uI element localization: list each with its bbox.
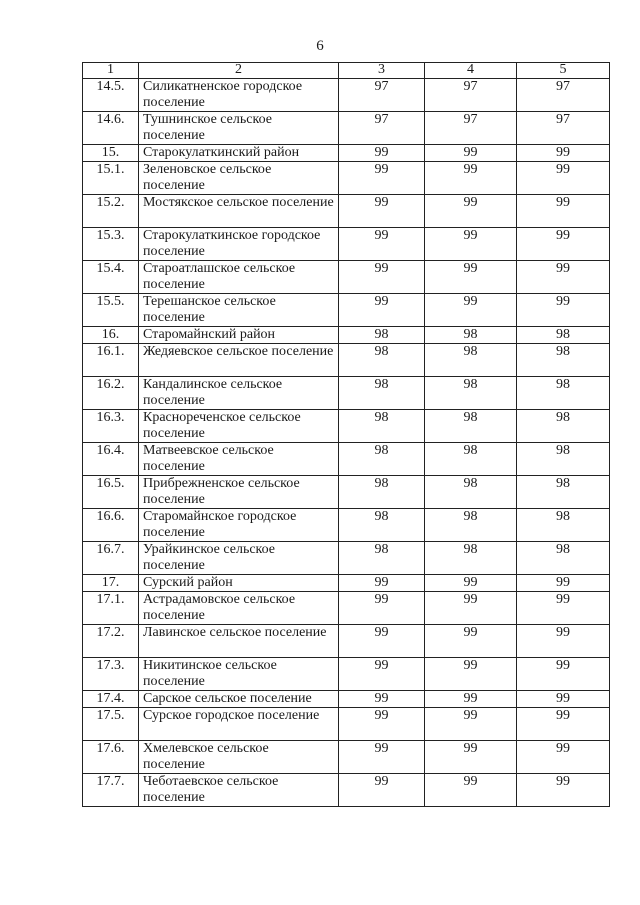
value-col4-cell: 99: [425, 162, 517, 195]
table-row: [83, 228, 610, 261]
value-col3-cell: 98: [339, 443, 425, 476]
value-col5-cell: 99: [517, 145, 610, 162]
row-number-cell: 17.6.: [83, 741, 139, 774]
settlement-name-cell: Терешанское сельское поселение: [139, 294, 339, 327]
data-table: [82, 62, 610, 807]
value-col4-cell: 99: [425, 691, 517, 708]
value-col3-cell: 98: [339, 327, 425, 344]
column-header-4: 4: [425, 63, 517, 79]
table-row: [83, 476, 610, 509]
value-col5-cell: 99: [517, 741, 610, 774]
settlement-name-cell: Хмелевское сельское поселение: [139, 741, 339, 774]
row-number-cell: 17.5.: [83, 708, 139, 741]
table-row: [83, 592, 610, 625]
table-row: [83, 377, 610, 410]
settlement-name-cell: Сурский район: [139, 575, 339, 592]
value-col3-cell: 99: [339, 575, 425, 592]
value-col5-cell: 99: [517, 261, 610, 294]
settlement-name-cell: Прибрежненское сельское поселение: [139, 476, 339, 509]
value-col3-cell: 98: [339, 410, 425, 443]
value-col3-cell: 98: [339, 509, 425, 542]
row-number-cell: 15.3.: [83, 228, 139, 261]
value-col4-cell: 97: [425, 79, 517, 112]
settlement-name-cell: Астрадамовское сельское поселение: [139, 592, 339, 625]
table-row: [83, 443, 610, 476]
row-number-cell: 15.4.: [83, 261, 139, 294]
row-number-cell: 17.1.: [83, 592, 139, 625]
table-row: [83, 195, 610, 228]
row-number-cell: 16.3.: [83, 410, 139, 443]
value-col5-cell: 99: [517, 294, 610, 327]
value-col5-cell: 99: [517, 228, 610, 261]
value-col5-cell: 99: [517, 658, 610, 691]
row-number-cell: 15.2.: [83, 195, 139, 228]
row-number-cell: 17.7.: [83, 774, 139, 807]
value-col5-cell: 99: [517, 625, 610, 658]
settlement-name-cell: Сурское городское поселение: [139, 708, 339, 741]
value-col5-cell: 99: [517, 575, 610, 592]
value-col4-cell: 99: [425, 195, 517, 228]
settlement-name-cell: Староатлашское сельское поселение: [139, 261, 339, 294]
settlement-name-cell: Тушнинское сельское поселение: [139, 112, 339, 145]
table-row: [83, 162, 610, 195]
settlement-name-cell: Кандалинское сельское поселение: [139, 377, 339, 410]
value-col4-cell: 97: [425, 112, 517, 145]
value-col3-cell: 97: [339, 79, 425, 112]
value-col5-cell: 99: [517, 195, 610, 228]
settlement-name-cell: Краснореченское сельское поселение: [139, 410, 339, 443]
table-row: [83, 575, 610, 592]
table-row: [83, 509, 610, 542]
row-number-cell: 15.1.: [83, 162, 139, 195]
value-col4-cell: 98: [425, 476, 517, 509]
value-col5-cell: 98: [517, 410, 610, 443]
row-number-cell: 16.5.: [83, 476, 139, 509]
value-col4-cell: 99: [425, 261, 517, 294]
value-col4-cell: 98: [425, 344, 517, 377]
value-col3-cell: 99: [339, 691, 425, 708]
value-col4-cell: 99: [425, 575, 517, 592]
value-col4-cell: 98: [425, 542, 517, 575]
settlement-name-cell: Силикатненское городское поселение: [139, 79, 339, 112]
value-col4-cell: 99: [425, 708, 517, 741]
value-col5-cell: 98: [517, 476, 610, 509]
value-col5-cell: 98: [517, 542, 610, 575]
value-col3-cell: 98: [339, 542, 425, 575]
table-row: [83, 708, 610, 741]
value-col4-cell: 99: [425, 592, 517, 625]
table-body: [83, 79, 610, 807]
row-number-cell: 14.6.: [83, 112, 139, 145]
value-col3-cell: 99: [339, 625, 425, 658]
table-row: [83, 741, 610, 774]
settlement-name-cell: Чеботаевское сельское поселение: [139, 774, 339, 807]
value-col3-cell: 98: [339, 377, 425, 410]
row-number-cell: 16.2.: [83, 377, 139, 410]
settlement-name-cell: Старокулаткинский район: [139, 145, 339, 162]
value-col4-cell: 99: [425, 145, 517, 162]
value-col3-cell: 98: [339, 344, 425, 377]
settlement-name-cell: Жедяевское сельское поселение: [139, 344, 339, 377]
table-row: [83, 145, 610, 162]
value-col4-cell: 98: [425, 443, 517, 476]
value-col3-cell: 99: [339, 195, 425, 228]
column-header-2: 2: [139, 63, 339, 79]
table-row: [83, 294, 610, 327]
value-col3-cell: 99: [339, 592, 425, 625]
value-col5-cell: 98: [517, 377, 610, 410]
value-col3-cell: 97: [339, 112, 425, 145]
table-header-row: [83, 63, 610, 79]
table-row: [83, 261, 610, 294]
table-row: [83, 410, 610, 443]
settlement-name-cell: Зеленовское сельское поселение: [139, 162, 339, 195]
value-col5-cell: 99: [517, 592, 610, 625]
settlement-name-cell: Матвеевское сельское поселение: [139, 443, 339, 476]
row-number-cell: 17.2.: [83, 625, 139, 658]
value-col4-cell: 99: [425, 741, 517, 774]
value-col5-cell: 99: [517, 691, 610, 708]
table-row: [83, 542, 610, 575]
value-col3-cell: 99: [339, 741, 425, 774]
value-col4-cell: 99: [425, 228, 517, 261]
settlement-name-cell: Сарское сельское поселение: [139, 691, 339, 708]
value-col5-cell: 98: [517, 509, 610, 542]
row-number-cell: 17.4.: [83, 691, 139, 708]
table-row: [83, 625, 610, 658]
table-row: [83, 79, 610, 112]
value-col3-cell: 99: [339, 261, 425, 294]
value-col4-cell: 99: [425, 774, 517, 807]
settlement-name-cell: Никитинское сельское поселение: [139, 658, 339, 691]
row-number-cell: 17.3.: [83, 658, 139, 691]
value-col5-cell: 97: [517, 112, 610, 145]
value-col4-cell: 98: [425, 377, 517, 410]
value-col4-cell: 98: [425, 327, 517, 344]
row-number-cell: 16.4.: [83, 443, 139, 476]
value-col3-cell: 99: [339, 145, 425, 162]
value-col4-cell: 98: [425, 509, 517, 542]
value-col5-cell: 98: [517, 443, 610, 476]
value-col3-cell: 99: [339, 708, 425, 741]
row-number-cell: 16.7.: [83, 542, 139, 575]
value-col5-cell: 99: [517, 774, 610, 807]
table-row: [83, 691, 610, 708]
value-col5-cell: 98: [517, 327, 610, 344]
settlement-name-cell: Урайкинское сельское поселение: [139, 542, 339, 575]
value-col5-cell: 97: [517, 79, 610, 112]
value-col4-cell: 99: [425, 294, 517, 327]
row-number-cell: 15.: [83, 145, 139, 162]
page-number: 6: [316, 38, 324, 54]
value-col5-cell: 98: [517, 344, 610, 377]
row-number-cell: 16.: [83, 327, 139, 344]
settlement-name-cell: Старокулаткинское городское поселение: [139, 228, 339, 261]
value-col3-cell: 99: [339, 774, 425, 807]
row-number-cell: 15.5.: [83, 294, 139, 327]
row-number-cell: 16.1.: [83, 344, 139, 377]
settlement-name-cell: Старомайнское городское поселение: [139, 509, 339, 542]
row-number-cell: 16.6.: [83, 509, 139, 542]
value-col3-cell: 99: [339, 294, 425, 327]
value-col3-cell: 99: [339, 658, 425, 691]
table-row: [83, 112, 610, 145]
column-header-5: 5: [517, 63, 610, 79]
value-col5-cell: 99: [517, 162, 610, 195]
value-col3-cell: 98: [339, 476, 425, 509]
column-header-3: 3: [339, 63, 425, 79]
value-col4-cell: 99: [425, 625, 517, 658]
table-row: [83, 327, 610, 344]
column-header-1: 1: [83, 63, 139, 79]
settlement-name-cell: Лавинское сельское поселение: [139, 625, 339, 658]
value-col4-cell: 99: [425, 658, 517, 691]
table-row: [83, 658, 610, 691]
table-row: [83, 344, 610, 377]
settlement-name-cell: Мостякское сельское поселение: [139, 195, 339, 228]
row-number-cell: 14.5.: [83, 79, 139, 112]
value-col4-cell: 98: [425, 410, 517, 443]
row-number-cell: 17.: [83, 575, 139, 592]
value-col5-cell: 99: [517, 708, 610, 741]
value-col3-cell: 99: [339, 162, 425, 195]
value-col3-cell: 99: [339, 228, 425, 261]
settlement-name-cell: Старомайнский район: [139, 327, 339, 344]
table-row: [83, 774, 610, 807]
